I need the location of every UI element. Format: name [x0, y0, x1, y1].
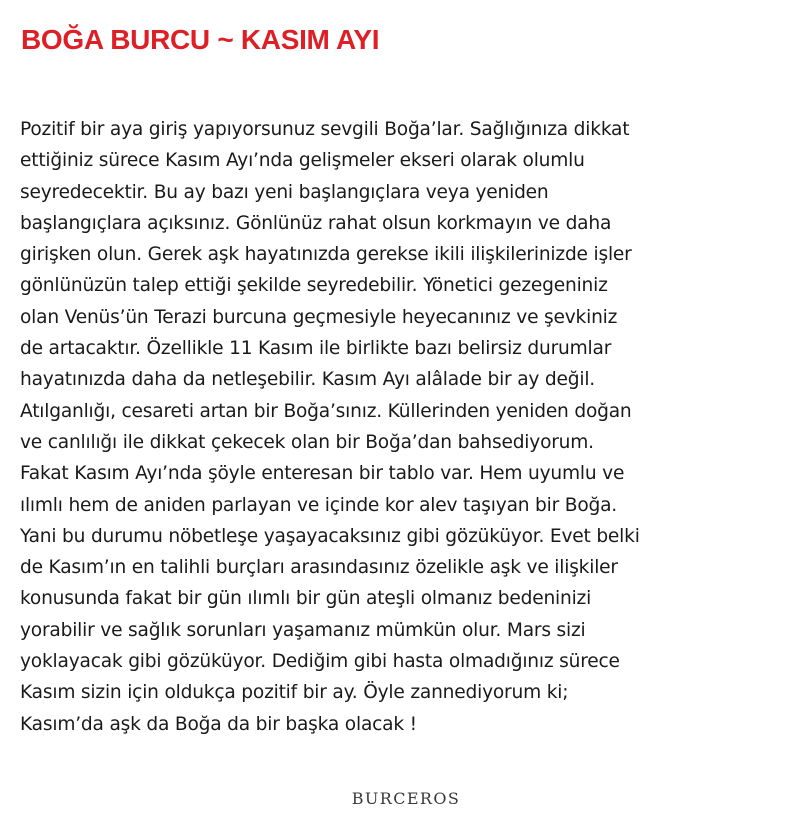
article-line: olan Venüs’ün Terazi burcuna geçmesiyle heyecanınız ve şevkiniz: [20, 306, 618, 328]
brand-footer: BURCEROS: [351, 789, 461, 808]
article-line: Kasım sizin için oldukça pozitif bir ay. Öyle zannediyorum ki;: [20, 682, 569, 704]
article-body: [20, 114, 790, 740]
article-line: başlangıçlara açıksınız. Gönlünüz rahat olsun korkmayın ve daha: [20, 212, 612, 234]
article-line: ettiğiniz sürece Kasım Ayı’nda gelişmeler ekseri olarak olumlu: [20, 150, 585, 172]
article-line: Yani bu durumu nöbetleşe yaşayacaksınız gibi gözüküyor. Evet belki: [20, 525, 640, 547]
page-title: BOĞA BURCU ~ KASIM AYI: [21, 24, 380, 55]
article-line: yorabilir ve sağlık sorunları yaşamanız mümkün olur. Mars sizi: [20, 619, 586, 641]
article-line: de artacaktır. Özellikle 11 Kasım ile birlikte bazı belirsiz durumlar: [20, 338, 612, 360]
article-line: Pozitif bir aya giriş yapıyorsunuz sevgili Boğa’lar. Sağlığınıza dikkat: [20, 119, 630, 140]
article-line: hayatınızda daha da netleşebilir. Kasım Ayı alâlade bir ay değil.: [20, 369, 596, 391]
article-line: gönlünüzün talep ettiği şekilde seyredebilir. Yönetici gezegeniniz: [20, 275, 608, 297]
article-line: ılımlı hem de aniden parlayan ve içinde kor alev taşıyan bir Boğa.: [20, 494, 618, 516]
article-line: Fakat Kasım Ayı’nda şöyle enteresan bir tablo var. Hem uyumlu ve: [20, 463, 625, 485]
article-line: konusunda fakat bir gün ılımlı bir gün ateşli olmanız bedeninizi: [20, 588, 592, 610]
article-line: seyredecektir. Bu ay bazı yeni başlangıçlara veya yeniden: [20, 181, 549, 203]
article-line: Atılganlığı, cesareti artan bir Boğa’sınız. Küllerinden yeniden doğan: [20, 400, 632, 422]
article-line: de Kasım’ın en talihli burçları arasındasınız özelikle aşk ve ilişkiler: [20, 557, 618, 579]
article-line: girişken olun. Gerek aşk hayatınızda gerekse ikili ilişkilerinizde işler: [20, 244, 632, 266]
article-line: ve canlılığı ile dikkat çekecek olan bir Boğa’dan bahsediyorum.: [20, 431, 594, 453]
article-line: Kasım’da aşk da Boğa da bir başka olacak !: [20, 713, 417, 735]
article-line: yoklayacak gibi gözüküyor. Dediğim gibi hasta olmadığınız sürece: [20, 651, 620, 673]
